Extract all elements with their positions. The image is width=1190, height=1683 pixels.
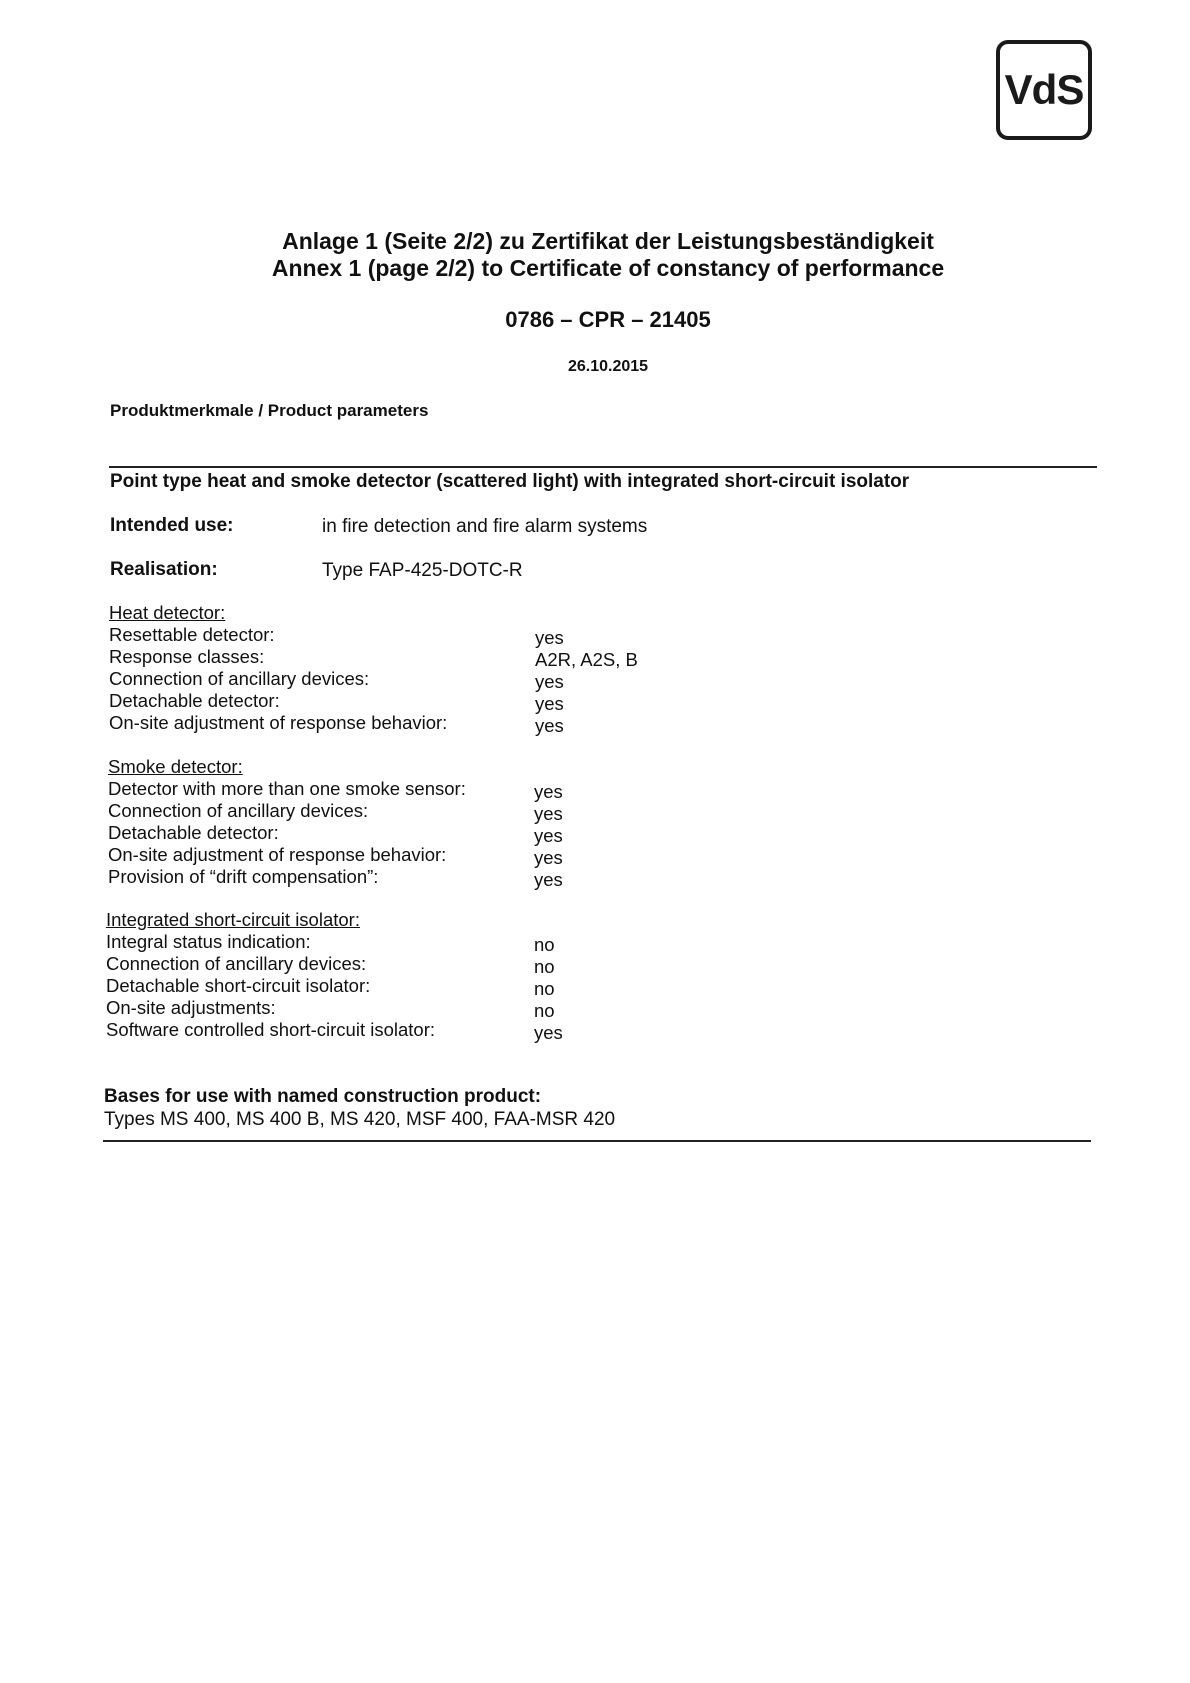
row-label: Integral status indication: (106, 931, 311, 952)
row-label: Response classes: (109, 646, 265, 667)
row-label: Detector with more than one smoke sensor: (108, 778, 466, 799)
row-label: Connection of ancillary devices: (106, 953, 367, 974)
bases-label: Bases for use with named construction product: (104, 1086, 542, 1107)
row-label: Connection of ancillary devices: (109, 668, 370, 689)
smoke-detector-title: Smoke detector: (108, 756, 243, 777)
row-label: Connection of ancillary devices: (108, 800, 369, 821)
row-value: no (534, 978, 555, 999)
top-divider (109, 466, 1097, 468)
row-value: yes (535, 693, 564, 714)
heat-detector-title: Heat detector: (109, 602, 226, 623)
intended-use-label: Intended use: (110, 515, 234, 536)
row-value: yes (534, 825, 563, 846)
intended-use-value: in fire detection and fire alarm systems (322, 516, 648, 537)
row-label: Resettable detector: (109, 624, 275, 645)
row-value: yes (534, 869, 563, 890)
row-value: yes (535, 627, 564, 648)
row-value: yes (534, 847, 563, 868)
realisation-label: Realisation: (110, 559, 218, 580)
row-value: no (534, 934, 555, 955)
product-heading: Point type heat and smoke detector (scattered light) with integrated short-circuit isolator (110, 471, 910, 492)
isolator-title: Integrated short-circuit isolator: (106, 909, 360, 930)
row-value: A2R, A2S, B (535, 649, 638, 670)
section-label: Produktmerkmale / Product parameters (110, 401, 429, 420)
certificate-number: 0786 – CPR – 21405 (505, 307, 711, 332)
bottom-divider (103, 1140, 1091, 1142)
row-value: yes (534, 803, 563, 824)
row-value: yes (534, 781, 563, 802)
row-value: no (534, 1000, 555, 1021)
row-label: On-site adjustments: (106, 997, 276, 1018)
bases-value: Types MS 400, MS 400 B, MS 420, MSF 400, FAA-MSR 420 (104, 1109, 616, 1130)
vds-logo-text: VdS (1004, 66, 1084, 113)
row-label: Detachable detector: (108, 822, 279, 843)
row-value: no (534, 956, 555, 977)
row-label: Provision of “drift compensation”: (108, 866, 379, 887)
row-value: yes (535, 671, 564, 692)
title-german: Anlage 1 (Seite 2/2) zu Zertifikat der Leistungsbeständigkeit (282, 228, 934, 254)
row-label: Detachable short-circuit isolator: (106, 975, 371, 996)
row-value: yes (534, 1022, 563, 1043)
row-value: yes (535, 715, 564, 736)
vds-logo (996, 40, 1092, 140)
title-english: Annex 1 (page 2/2) to Certificate of constancy of performance (271, 255, 945, 281)
row-label: Detachable detector: (109, 690, 280, 711)
realisation-value: Type FAP-425-DOTC-R (322, 560, 523, 581)
row-label: Software controlled short-circuit isolator: (106, 1019, 436, 1040)
row-label: On-site adjustment of response behavior: (109, 712, 448, 733)
row-label: On-site adjustment of response behavior: (108, 844, 447, 865)
certificate-date: 26.10.2015 (567, 358, 649, 375)
bases-block (104, 1085, 615, 1131)
